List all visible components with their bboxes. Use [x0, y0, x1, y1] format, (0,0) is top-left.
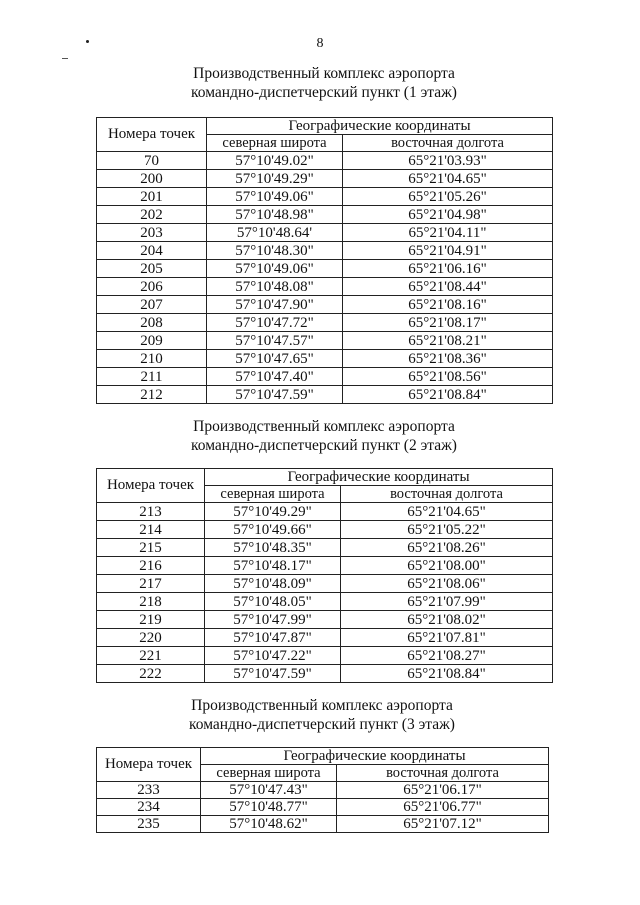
table-row [97, 557, 553, 575]
point-number-cell: 233 [97, 782, 201, 799]
longitude-cell: 65°21'04.11" [343, 224, 553, 242]
longitude-cell: 65°21'07.12" [337, 816, 549, 833]
longitude-cell: 65°21'08.56" [343, 368, 553, 386]
point-number-cell: 206 [97, 278, 207, 296]
latitude-cell: 57°10'48.35" [205, 539, 341, 557]
point-number-cell: 214 [97, 521, 205, 539]
coordinates-table [96, 468, 553, 683]
section-title [96, 64, 552, 102]
table-row [97, 296, 553, 314]
point-number-cell: 70 [97, 152, 207, 170]
longitude-cell: 65°21'03.93" [343, 152, 553, 170]
table-row [97, 521, 553, 539]
table-row [97, 593, 553, 611]
section-title-line-1: Производственный комплекс аэропорта [193, 418, 455, 435]
header-point-numbers: Номера точек [97, 748, 201, 782]
latitude-cell: 57°10'49.29" [205, 503, 341, 521]
longitude-cell: 65°21'08.06" [341, 575, 553, 593]
longitude-cell: 65°21'08.26" [341, 539, 553, 557]
table-row [97, 260, 553, 278]
table-row [97, 332, 553, 350]
longitude-cell: 65°21'07.81" [341, 629, 553, 647]
table-row [97, 278, 553, 296]
latitude-cell: 57°10'47.72" [207, 314, 343, 332]
section-floor-1 [96, 64, 552, 404]
header-north-latitude: северная широта [207, 135, 343, 152]
latitude-cell: 57°10'47.99" [205, 611, 341, 629]
header-point-numbers: Номера точек [97, 469, 205, 503]
header-east-longitude: восточная долгота [341, 486, 553, 503]
table-row [97, 665, 553, 683]
point-number-cell: 221 [97, 647, 205, 665]
longitude-cell: 65°21'06.16" [343, 260, 553, 278]
latitude-cell: 57°10'47.43" [201, 782, 337, 799]
longitude-cell: 65°21'08.27" [341, 647, 553, 665]
latitude-cell: 57°10'48.05" [205, 593, 341, 611]
point-number-cell: 218 [97, 593, 205, 611]
table-row [97, 188, 553, 206]
longitude-cell: 65°21'06.77" [337, 799, 549, 816]
latitude-cell: 57°10'47.87" [205, 629, 341, 647]
point-number-cell: 222 [97, 665, 205, 683]
point-number-cell: 208 [97, 314, 207, 332]
longitude-cell: 65°21'07.99" [341, 593, 553, 611]
table-row [97, 782, 549, 799]
latitude-cell: 57°10'48.08" [207, 278, 343, 296]
latitude-cell: 57°10'47.22" [205, 647, 341, 665]
point-number-cell: 212 [97, 386, 207, 404]
point-number-cell: 216 [97, 557, 205, 575]
point-number-cell: 213 [97, 503, 205, 521]
point-number-cell: 210 [97, 350, 207, 368]
latitude-cell: 57°10'47.59" [207, 386, 343, 404]
header-north-latitude: северная широта [201, 765, 337, 782]
longitude-cell: 65°21'04.91" [343, 242, 553, 260]
latitude-cell: 57°10'49.06" [207, 260, 343, 278]
header-geo-coordinates: Географические координаты [201, 748, 549, 765]
point-number-cell: 200 [97, 170, 207, 188]
section-title-line-2: командно-диспетчерский пункт (3 этаж) [189, 716, 455, 733]
latitude-cell: 57°10'47.65" [207, 350, 343, 368]
table-row [97, 629, 553, 647]
latitude-cell: 57°10'49.29" [207, 170, 343, 188]
header-geo-coordinates: Географические координаты [207, 118, 553, 135]
header-point-numbers: Номера точек [97, 118, 207, 152]
point-number-cell: 207 [97, 296, 207, 314]
latitude-cell: 57°10'49.02" [207, 152, 343, 170]
longitude-cell: 65°21'08.36" [343, 350, 553, 368]
table-row [97, 386, 553, 404]
latitude-cell: 57°10'48.09" [205, 575, 341, 593]
section-title-line-2: командно-диспетчерский пункт (2 этаж) [191, 437, 457, 454]
longitude-cell: 65°21'04.98" [343, 206, 553, 224]
longitude-cell: 65°21'08.02" [341, 611, 553, 629]
point-number-cell: 202 [97, 206, 207, 224]
point-number-cell: 219 [97, 611, 205, 629]
table-row [97, 575, 553, 593]
latitude-cell: 57°10'48.62" [201, 816, 337, 833]
page-number: 8 [316, 36, 324, 51]
header-east-longitude: восточная долгота [337, 765, 549, 782]
point-number-cell: 234 [97, 799, 201, 816]
section-floor-3 [96, 696, 548, 833]
table-row [97, 799, 549, 816]
section-floor-2 [96, 417, 552, 683]
table-row [97, 170, 553, 188]
latitude-cell: 57°10'48.98" [207, 206, 343, 224]
header-geo-coordinates: Географические координаты [205, 469, 553, 486]
longitude-cell: 65°21'05.22" [341, 521, 553, 539]
section-title [96, 417, 552, 455]
longitude-cell: 65°21'04.65" [341, 503, 553, 521]
point-number-cell: 205 [97, 260, 207, 278]
latitude-cell: 57°10'48.77" [201, 799, 337, 816]
point-number-cell: 217 [97, 575, 205, 593]
section-title [96, 696, 548, 734]
longitude-cell: 65°21'08.00" [341, 557, 553, 575]
table-row [97, 242, 553, 260]
longitude-cell: 65°21'08.44" [343, 278, 553, 296]
table-row [97, 350, 553, 368]
table-row [97, 224, 553, 242]
latitude-cell: 57°10'48.64' [207, 224, 343, 242]
table-row [97, 152, 553, 170]
coordinates-table [96, 117, 553, 404]
latitude-cell: 57°10'47.57" [207, 332, 343, 350]
latitude-cell: 57°10'48.30" [207, 242, 343, 260]
latitude-cell: 57°10'47.90" [207, 296, 343, 314]
latitude-cell: 57°10'47.40" [207, 368, 343, 386]
latitude-cell: 57°10'48.17" [205, 557, 341, 575]
longitude-cell: 65°21'05.26" [343, 188, 553, 206]
table-row [97, 539, 553, 557]
table-row [97, 206, 553, 224]
latitude-cell: 57°10'49.06" [207, 188, 343, 206]
table-row [97, 816, 549, 833]
header-east-longitude: восточная долгота [343, 135, 553, 152]
table-row [97, 368, 553, 386]
point-number-cell: 220 [97, 629, 205, 647]
table-row [97, 647, 553, 665]
longitude-cell: 65°21'08.84" [343, 386, 553, 404]
table-row [97, 314, 553, 332]
section-title-line-1: Производственный комплекс аэропорта [191, 697, 453, 714]
longitude-cell: 65°21'04.65" [343, 170, 553, 188]
point-number-cell: 201 [97, 188, 207, 206]
longitude-cell: 65°21'06.17" [337, 782, 549, 799]
table-row [97, 503, 553, 521]
longitude-cell: 65°21'08.17" [343, 314, 553, 332]
section-title-line-2: командно-диспетчерский пункт (1 этаж) [191, 84, 457, 101]
latitude-cell: 57°10'49.66" [205, 521, 341, 539]
latitude-cell: 57°10'47.59" [205, 665, 341, 683]
point-number-cell: 204 [97, 242, 207, 260]
point-number-cell: 215 [97, 539, 205, 557]
coordinates-table [96, 747, 549, 833]
scan-mark [62, 58, 68, 59]
longitude-cell: 65°21'08.21" [343, 332, 553, 350]
point-number-cell: 211 [97, 368, 207, 386]
section-title-line-1: Производственный комплекс аэропорта [193, 65, 455, 82]
point-number-cell: 209 [97, 332, 207, 350]
table-row [97, 611, 553, 629]
point-number-cell: 235 [97, 816, 201, 833]
header-north-latitude: северная широта [205, 486, 341, 503]
longitude-cell: 65°21'08.16" [343, 296, 553, 314]
longitude-cell: 65°21'08.84" [341, 665, 553, 683]
point-number-cell: 203 [97, 224, 207, 242]
